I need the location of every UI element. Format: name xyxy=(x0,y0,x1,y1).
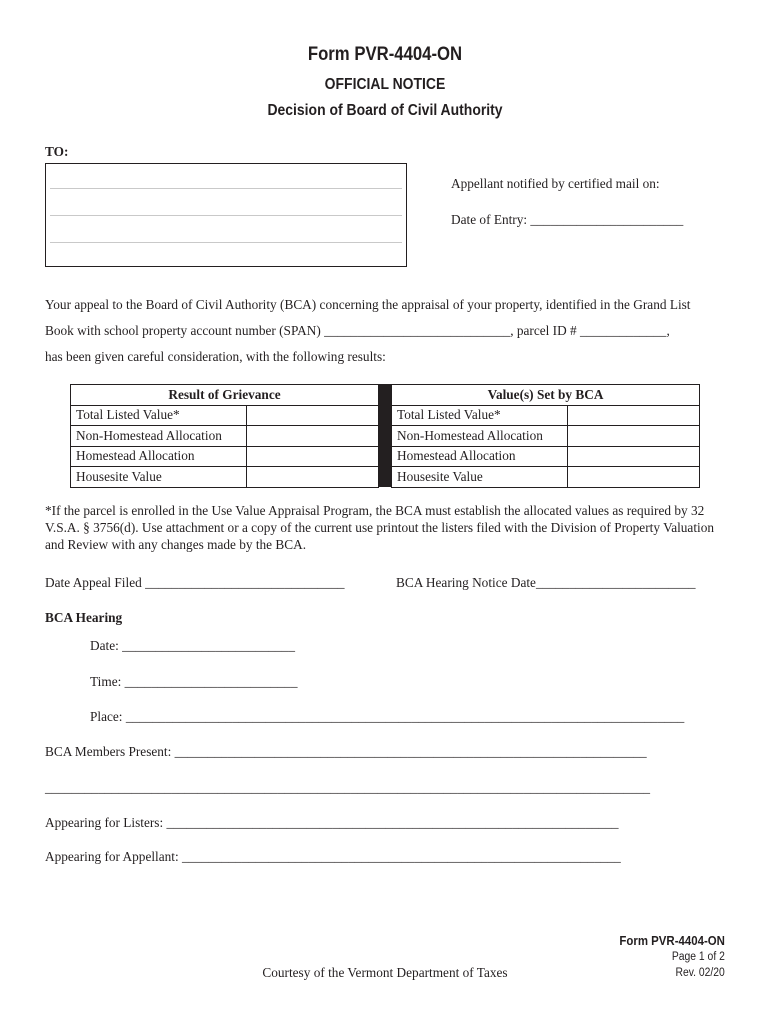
table-row xyxy=(392,405,700,426)
value-cell[interactable] xyxy=(568,446,700,467)
row-label: Non-Homestead Allocation xyxy=(71,426,247,447)
row-label: Homestead Allocation xyxy=(71,446,247,467)
bca-values-table xyxy=(391,384,700,488)
footer-form-id: Form PVR-4404-ON xyxy=(619,933,725,948)
row-label: Housesite Value xyxy=(71,467,247,488)
value-cell[interactable] xyxy=(247,446,379,467)
appeal-text-line: Book with school property account number (SPAN) ____________________________, parcel ID # _____________, xyxy=(45,323,670,338)
appeal-text-line: Your appeal to the Board of Civil Authority (BCA) concerning the appraisal of your property, identified in the Grand List xyxy=(45,297,691,312)
appearing-for-listers-field[interactable]: Appearing for Listers: ____________________________________________________________________ xyxy=(45,815,619,830)
bca-members-present-field[interactable]: BCA Members Present: _______________________________________________________________________ xyxy=(45,744,647,759)
row-label: Total Listed Value* xyxy=(392,405,568,426)
value-cell[interactable] xyxy=(568,426,700,447)
bca-hearing-heading: BCA Hearing xyxy=(45,610,123,625)
grievance-table xyxy=(70,384,379,488)
hearing-date-field[interactable]: Date: __________________________ xyxy=(90,638,295,653)
table-row xyxy=(71,426,379,447)
appearing-for-appellant-field[interactable]: Appearing for Appellant: __________________________________________________________________ xyxy=(45,849,621,864)
revision-date: Rev. 02/20 xyxy=(675,967,725,979)
address-line xyxy=(50,215,402,216)
certified-mail-notice: Appellant notified by certified mail on: xyxy=(451,176,660,191)
row-label: Housesite Value xyxy=(392,467,568,488)
date-appeal-filed-field[interactable]: Date Appeal Filed ______________________________ xyxy=(45,575,345,590)
recipient-address-box[interactable] xyxy=(45,163,407,267)
row-label: Non-Homestead Allocation xyxy=(392,426,568,447)
appeal-text-line: has been given careful consideration, with the following results: xyxy=(45,349,386,364)
table-row xyxy=(71,467,379,488)
table-row xyxy=(392,446,700,467)
page-subtitle: Decision of Board of Civil Authority xyxy=(267,102,503,119)
table-row xyxy=(392,426,700,447)
grievance-table-header: Result of Grievance xyxy=(71,385,379,406)
official-notice-heading: OFFICIAL NOTICE xyxy=(324,76,446,93)
hearing-place-field[interactable]: Place: ____________________________________________________________________________________ xyxy=(90,709,685,724)
to-label: TO: xyxy=(45,144,69,159)
bca-table-header: Value(s) Set by BCA xyxy=(392,385,700,406)
row-label: Homestead Allocation xyxy=(392,446,568,467)
use-value-footnote: *If the parcel is enrolled in the Use Value Appraisal Program, the BCA must establish the allocated values as required by 32 V.S.A. § 3756(d). Use attachment or a copy of the current use printout the listers filed with the Division of Property Valuation and Review with any changes made by the BCA. xyxy=(45,503,715,552)
table-row xyxy=(71,446,379,467)
date-of-entry-field[interactable]: Date of Entry: _______________________ xyxy=(451,212,684,227)
bca-hearing-notice-date-field[interactable]: BCA Hearing Notice Date________________________ xyxy=(396,575,696,590)
value-cell[interactable] xyxy=(247,426,379,447)
table-row xyxy=(392,467,700,488)
courtesy-line: Courtesy of the Vermont Department of Taxes xyxy=(262,965,508,980)
address-line xyxy=(50,242,402,243)
table-divider xyxy=(378,384,391,487)
value-cell[interactable] xyxy=(247,467,379,488)
value-cell[interactable] xyxy=(247,405,379,426)
page-number: Page 1 of 2 xyxy=(672,951,725,963)
row-label: Total Listed Value* xyxy=(71,405,247,426)
table-row xyxy=(71,405,379,426)
bca-members-present-line[interactable]: ___________________________________________________________________________________________ xyxy=(45,780,651,795)
value-cell[interactable] xyxy=(568,467,700,488)
form-title: Form PVR-4404-ON xyxy=(307,44,463,65)
address-line xyxy=(50,188,402,189)
hearing-time-field[interactable]: Time: __________________________ xyxy=(90,674,298,689)
value-cell[interactable] xyxy=(568,405,700,426)
